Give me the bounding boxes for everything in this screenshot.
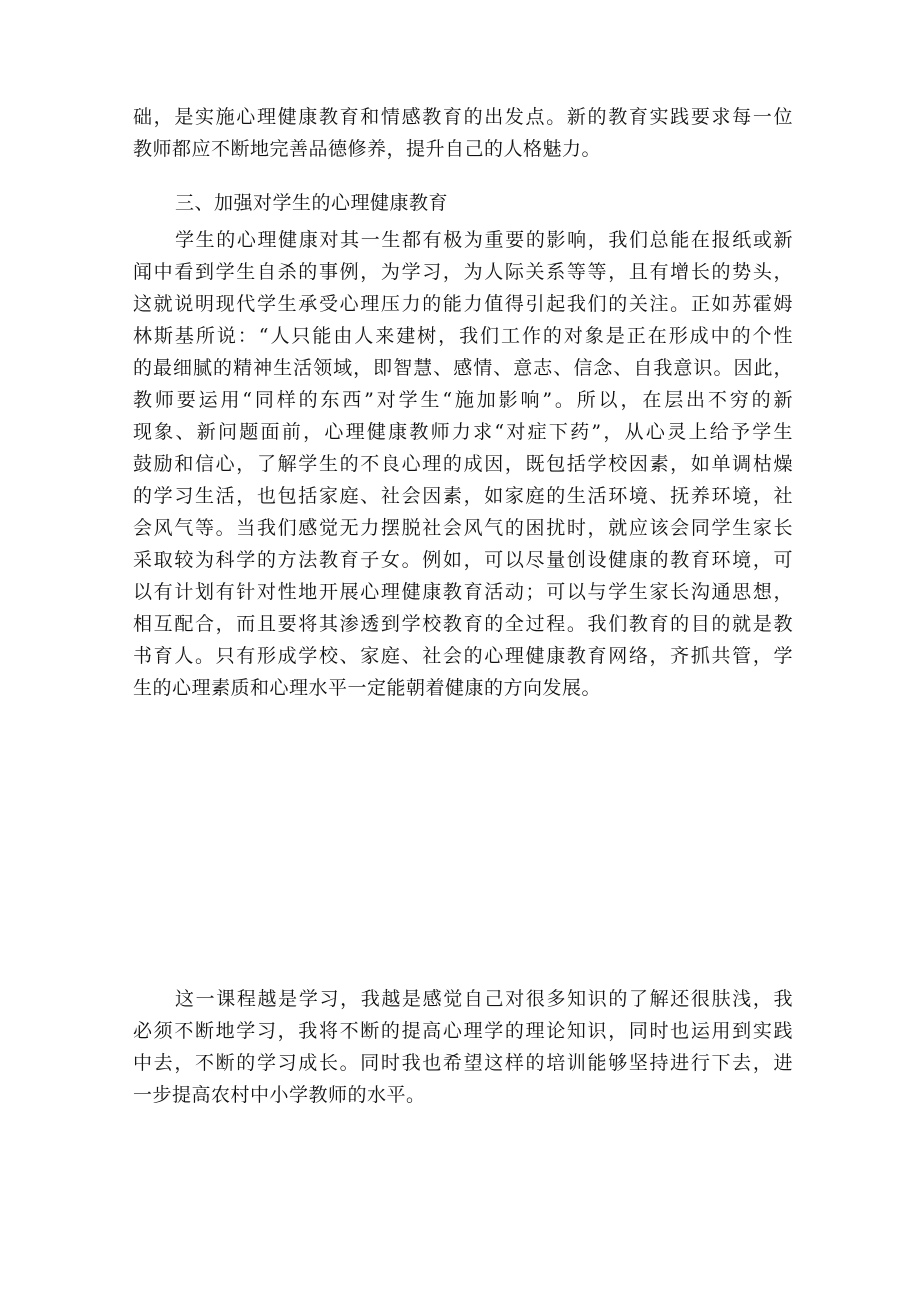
paragraph-line: 现象、新问题面前，心理健康教师力求“对症下药”，从心灵上给予学生 (133, 421, 793, 443)
paragraph-line: 书育人。只有形成学校、家庭、社会的心理健康教育网络，齐抓共管，学 (133, 645, 793, 667)
section-heading (133, 187, 793, 219)
paragraph-line: 相互配合，而且要将其渗透到学校教育的全过程。我们教育的目的就是教 (133, 613, 793, 635)
paragraph-line: 的最细腻的精神生活领域，即智慧、感情、意志、信念、自我意识。因此， (133, 357, 793, 379)
paragraph-line: 必须不断地学习，我将不断的提高心理学的理论知识，同时也运用到实践 (133, 1020, 793, 1042)
paragraph-line: 教师都应不断地完善品德修养，提升自己的人格魅力。 (133, 138, 602, 160)
paragraph-line: 中去，不断的学习成长。同时我也希望这样的培训能够坚持进行下去，进 (133, 1052, 793, 1074)
paragraph-1 (133, 101, 793, 165)
paragraph-line: 教师要运用“同样的东西”对学生“施加影响”。所以，在层出不穷的新 (133, 389, 793, 411)
paragraph-line: 闻中看到学生自杀的事例，为学习，为人际关系等等，且有增长的势头， (133, 261, 793, 283)
paragraph-2 (133, 224, 793, 704)
paragraph-line: 的学习生活，也包括家庭、社会因素，如家庭的生活环境、抚养环境，社 (133, 485, 793, 507)
paragraph-line: 鼓励和信心，了解学生的不良心理的成因，既包括学校因素，如单调枯燥 (133, 453, 793, 475)
paragraph-line: 会风气等。当我们感觉无力摆脱社会风气的困扰时，就应该会同学生家长 (133, 517, 793, 539)
section-heading-text: 三、加强对学生的心理健康教育 (175, 192, 449, 214)
paragraph-line: 采取较为科学的方法教育子女。例如，可以尽量创设健康的教育环境，可 (133, 549, 793, 571)
paragraph-line: 以有计划有针对性地开展心理健康教育活动；可以与学生家长沟通思想， (133, 581, 793, 603)
paragraph-line: 林斯基所说：“人只能由人来建树，我们工作的对象是正在形成中的个性 (133, 325, 793, 347)
paragraph-3 (133, 983, 793, 1111)
paragraph-line: 生的心理素质和心理水平一定能朝着健康的方向发展。 (133, 677, 602, 699)
paragraph-line: 础，是实施心理健康教育和情感教育的出发点。新的教育实践要求每一位 (133, 106, 793, 128)
paragraph-line: 学生的心理健康对其一生都有极为重要的影响，我们总能在报纸或新 (175, 229, 793, 251)
paragraph-line: 这就说明现代学生承受心理压力的能力值得引起我们的关注。正如苏霍姆 (133, 293, 793, 315)
paragraph-line: 一步提高农村中小学教师的水平。 (133, 1084, 426, 1106)
paragraph-line: 这一课程越是学习，我越是感觉自己对很多知识的了解还很肤浅，我 (175, 988, 793, 1010)
